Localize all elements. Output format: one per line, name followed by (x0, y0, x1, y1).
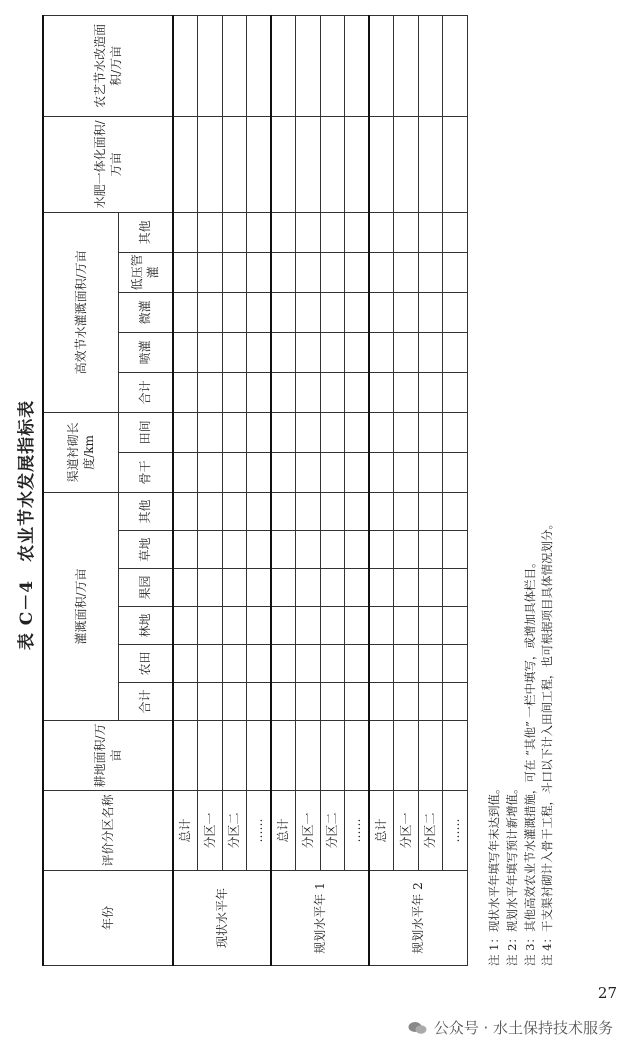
empty-cell (369, 412, 394, 452)
empty-cell (296, 116, 321, 212)
empty-cell (345, 683, 370, 721)
empty-cell (247, 212, 272, 252)
empty-cell (296, 252, 321, 292)
table-row (271, 15, 296, 965)
empty-cell (296, 212, 321, 252)
subheader-cell: 草地 (118, 531, 173, 569)
empty-cell (173, 372, 198, 412)
table-row (320, 15, 345, 965)
zone-cell: 分区一 (198, 791, 223, 871)
empty-cell (345, 721, 370, 791)
empty-cell (296, 531, 321, 569)
wechat-icon (408, 1021, 428, 1035)
empty-cell (320, 531, 345, 569)
empty-cell (173, 292, 198, 332)
empty-cell (394, 212, 419, 252)
empty-cell (247, 721, 272, 791)
empty-cell (345, 372, 370, 412)
empty-cell (320, 683, 345, 721)
empty-cell (198, 492, 223, 530)
empty-cell (296, 683, 321, 721)
empty-cell (369, 252, 394, 292)
header-fertigation: 水肥一体化面积/万亩 (43, 116, 173, 212)
empty-cell (320, 252, 345, 292)
empty-cell (369, 531, 394, 569)
empty-cell (345, 607, 370, 645)
empty-cell (222, 607, 247, 645)
empty-cell (222, 452, 247, 492)
empty-cell (369, 492, 394, 530)
zone-cell: 总计 (173, 791, 198, 871)
empty-cell (198, 645, 223, 683)
empty-cell (418, 645, 443, 683)
empty-cell (443, 607, 468, 645)
empty-cell (418, 252, 443, 292)
empty-cell (369, 683, 394, 721)
empty-cell (198, 332, 223, 372)
empty-cell (345, 452, 370, 492)
empty-cell (173, 569, 198, 607)
empty-cell (418, 492, 443, 530)
empty-cell (394, 412, 419, 452)
table-row (369, 15, 394, 965)
empty-cell (394, 15, 419, 116)
empty-cell (443, 252, 468, 292)
empty-cell (394, 332, 419, 372)
empty-cell (443, 292, 468, 332)
empty-cell (198, 15, 223, 116)
empty-cell (369, 569, 394, 607)
empty-cell (320, 292, 345, 332)
empty-cell (345, 252, 370, 292)
empty-cell (173, 492, 198, 530)
empty-cell (320, 412, 345, 452)
empty-cell (320, 645, 345, 683)
empty-cell (296, 607, 321, 645)
empty-cell (222, 683, 247, 721)
header-efficient-irrigation: 高效节水灌溉面积/万亩 (43, 212, 118, 412)
empty-cell (320, 452, 345, 492)
note-line: 注 4：干支渠衬砌计入骨干工程，斗口以下计入田间工程，也可根据项目具体情况划分。 (540, 518, 555, 966)
empty-cell (418, 116, 443, 212)
empty-cell (394, 372, 419, 412)
header-canal-lining: 渠道衬砌长度/km (43, 412, 118, 492)
empty-cell (271, 683, 296, 721)
empty-cell (271, 332, 296, 372)
empty-cell (345, 292, 370, 332)
empty-cell (443, 452, 468, 492)
header-irrigation-area: 灌溉面积/万亩 (43, 492, 118, 720)
empty-cell (173, 412, 198, 452)
empty-cell (418, 683, 443, 721)
empty-cell (271, 15, 296, 116)
table-row (222, 15, 247, 965)
empty-cell (173, 531, 198, 569)
empty-cell (418, 607, 443, 645)
empty-cell (222, 412, 247, 452)
empty-cell (443, 721, 468, 791)
empty-cell (345, 492, 370, 530)
empty-cell (320, 492, 345, 530)
empty-cell (320, 607, 345, 645)
empty-cell (247, 412, 272, 452)
empty-cell (271, 721, 296, 791)
zone-cell: 分区二 (320, 791, 345, 871)
empty-cell (296, 721, 321, 791)
empty-cell (443, 212, 468, 252)
empty-cell (271, 452, 296, 492)
empty-cell (345, 531, 370, 569)
empty-cell (198, 683, 223, 721)
subheader-cell: 骨干 (118, 452, 173, 492)
header-zone: 评价分区名称 (43, 791, 173, 871)
zone-cell: 总计 (369, 791, 394, 871)
watermark (408, 1017, 613, 1038)
empty-cell (369, 607, 394, 645)
empty-cell (271, 372, 296, 412)
table-body (173, 15, 467, 965)
empty-cell (271, 607, 296, 645)
empty-cell (394, 531, 419, 569)
empty-cell (222, 531, 247, 569)
header-agronomic: 农艺节水改造面积/万亩 (43, 15, 173, 116)
empty-cell (173, 332, 198, 372)
subheader-cell: 低压管灌 (118, 252, 173, 292)
empty-cell (418, 531, 443, 569)
empty-cell (320, 372, 345, 412)
empty-cell (173, 721, 198, 791)
empty-cell (271, 212, 296, 252)
table-row (394, 15, 419, 965)
empty-cell (198, 252, 223, 292)
empty-cell (247, 15, 272, 116)
empty-cell (345, 15, 370, 116)
empty-cell (418, 15, 443, 116)
empty-cell (418, 452, 443, 492)
empty-cell (369, 212, 394, 252)
empty-cell (443, 569, 468, 607)
table-row (296, 15, 321, 965)
empty-cell (198, 607, 223, 645)
empty-cell (418, 332, 443, 372)
subheader-cell: 喷灌 (118, 332, 173, 372)
empty-cell (443, 412, 468, 452)
empty-cell (198, 212, 223, 252)
subheader-cell: 微灌 (118, 292, 173, 332)
zone-cell: 分区一 (296, 791, 321, 871)
empty-cell (198, 412, 223, 452)
empty-cell (394, 683, 419, 721)
empty-cell (271, 412, 296, 452)
empty-cell (296, 332, 321, 372)
empty-cell (271, 292, 296, 332)
empty-cell (222, 492, 247, 530)
table-row (345, 15, 370, 965)
zone-cell: 分区二 (222, 791, 247, 871)
empty-cell (369, 15, 394, 116)
year-cell: 规划水平年 1 (271, 871, 369, 966)
empty-cell (247, 531, 272, 569)
zone-cell: 总计 (271, 791, 296, 871)
empty-cell (443, 531, 468, 569)
zone-cell: …… (345, 791, 370, 871)
empty-cell (198, 116, 223, 212)
empty-cell (443, 683, 468, 721)
empty-cell (296, 292, 321, 332)
empty-cell (222, 212, 247, 252)
empty-cell (173, 212, 198, 252)
empty-cell (369, 332, 394, 372)
empty-cell (222, 569, 247, 607)
empty-cell (222, 292, 247, 332)
empty-cell (247, 452, 272, 492)
empty-cell (369, 292, 394, 332)
subheader-cell: 林地 (118, 607, 173, 645)
empty-cell (418, 412, 443, 452)
table-title: 表 C－4 农业节水发展指标表 (17, 399, 37, 651)
empty-cell (394, 721, 419, 791)
empty-cell (296, 492, 321, 530)
empty-cell (418, 372, 443, 412)
table-row (443, 15, 468, 965)
empty-cell (271, 531, 296, 569)
empty-cell (271, 492, 296, 530)
empty-cell (320, 15, 345, 116)
empty-cell (345, 212, 370, 252)
header-plowed: 耕地面积/万亩 (43, 721, 173, 791)
empty-cell (418, 212, 443, 252)
subheader-cell: 农田 (118, 645, 173, 683)
empty-cell (296, 452, 321, 492)
empty-cell (198, 569, 223, 607)
empty-cell (394, 492, 419, 530)
subheader-cell: 果园 (118, 569, 173, 607)
empty-cell (222, 645, 247, 683)
empty-cell (222, 721, 247, 791)
empty-cell (320, 212, 345, 252)
empty-cell (394, 607, 419, 645)
empty-cell (173, 252, 198, 292)
zone-cell: …… (247, 791, 272, 871)
empty-cell (320, 116, 345, 212)
subheader-cell: 其他 (118, 492, 173, 530)
empty-cell (173, 116, 198, 212)
note-line: 注 2：规划水平年填写预计新增值。 (504, 782, 519, 966)
empty-cell (320, 332, 345, 372)
empty-cell (198, 531, 223, 569)
empty-cell (369, 116, 394, 212)
empty-cell (271, 252, 296, 292)
empty-cell (369, 372, 394, 412)
empty-cell (271, 569, 296, 607)
empty-cell (222, 332, 247, 372)
empty-cell (296, 412, 321, 452)
empty-cell (247, 683, 272, 721)
table-row (418, 15, 443, 965)
empty-cell (247, 569, 272, 607)
empty-cell (394, 252, 419, 292)
empty-cell (247, 252, 272, 292)
empty-cell (418, 292, 443, 332)
empty-cell (369, 645, 394, 683)
empty-cell (369, 452, 394, 492)
empty-cell (345, 332, 370, 372)
empty-cell (443, 645, 468, 683)
empty-cell (394, 292, 419, 332)
watermark-text: 公众号 · 水土保持技术服务 (433, 1019, 613, 1037)
empty-cell (320, 569, 345, 607)
empty-cell (443, 372, 468, 412)
zone-cell: 分区一 (394, 791, 419, 871)
empty-cell (247, 116, 272, 212)
empty-cell (247, 292, 272, 332)
empty-cell (443, 332, 468, 372)
empty-cell (173, 645, 198, 683)
indicator-table (42, 15, 468, 966)
empty-cell (394, 116, 419, 212)
empty-cell (222, 372, 247, 412)
zone-cell: …… (443, 791, 468, 871)
empty-cell (296, 569, 321, 607)
empty-cell (222, 15, 247, 116)
note-line: 注 3：其他高效农业节水灌溉措施，可在 “其他” 一栏中填写，或增加具体栏目。 (522, 556, 537, 966)
empty-cell (418, 569, 443, 607)
empty-cell (198, 452, 223, 492)
year-cell: 规划水平年 2 (369, 871, 467, 966)
empty-cell (443, 15, 468, 116)
empty-cell (222, 116, 247, 212)
table-row (173, 15, 198, 965)
empty-cell (198, 721, 223, 791)
empty-cell (443, 116, 468, 212)
empty-cell (369, 721, 394, 791)
empty-cell (247, 332, 272, 372)
empty-cell (345, 569, 370, 607)
subheader-cell: 合计 (118, 372, 173, 412)
subheader-cell: 其他 (118, 212, 173, 252)
empty-cell (320, 721, 345, 791)
empty-cell (173, 15, 198, 116)
subheader-cell: 合计 (118, 683, 173, 721)
empty-cell (198, 372, 223, 412)
table-row (198, 15, 223, 965)
empty-cell (345, 116, 370, 212)
empty-cell (173, 683, 198, 721)
empty-cell (271, 116, 296, 212)
header-year: 年份 (43, 871, 173, 966)
empty-cell (443, 492, 468, 530)
empty-cell (296, 645, 321, 683)
empty-cell (394, 452, 419, 492)
empty-cell (222, 252, 247, 292)
empty-cell (247, 372, 272, 412)
empty-cell (173, 452, 198, 492)
page-number: 27 (597, 984, 617, 1002)
empty-cell (296, 15, 321, 116)
note-line: 注 1：现状水平年填写年末达到值。 (487, 782, 501, 966)
empty-cell (271, 645, 296, 683)
empty-cell (418, 721, 443, 791)
empty-cell (345, 645, 370, 683)
year-cell: 现状水平年 (173, 871, 271, 966)
subheader-cell: 田间 (118, 412, 173, 452)
empty-cell (198, 292, 223, 332)
empty-cell (345, 412, 370, 452)
table-row (247, 15, 272, 965)
notes (486, 36, 557, 966)
empty-cell (394, 645, 419, 683)
empty-cell (247, 645, 272, 683)
empty-cell (247, 607, 272, 645)
zone-cell: 分区二 (418, 791, 443, 871)
empty-cell (296, 372, 321, 412)
empty-cell (173, 607, 198, 645)
empty-cell (247, 492, 272, 530)
empty-cell (394, 569, 419, 607)
